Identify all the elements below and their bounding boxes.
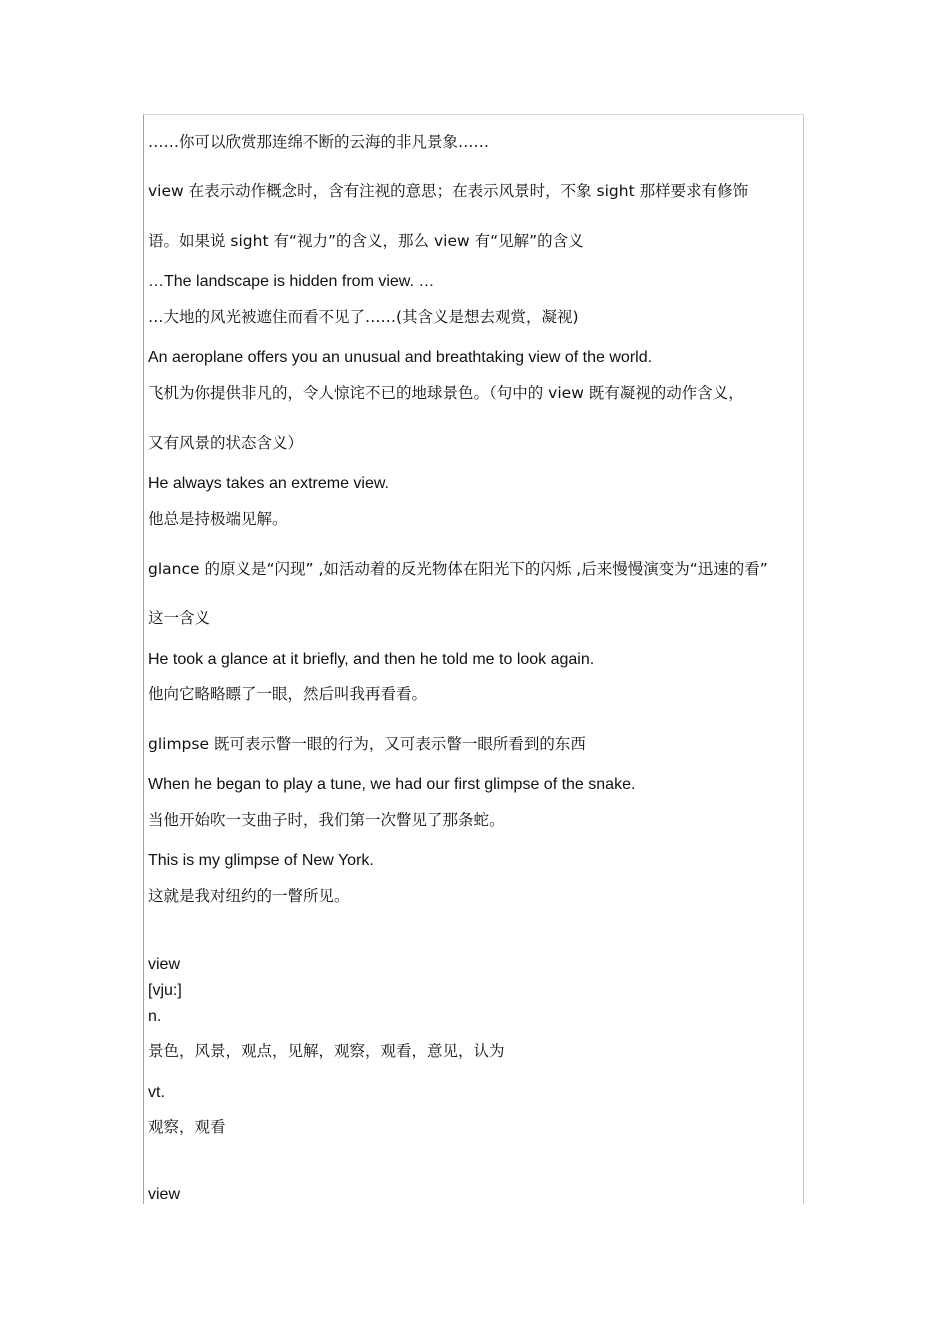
text-line: 这就是我对纽约的一瞥所见。 <box>148 887 350 905</box>
text-line: [vju:] <box>148 982 182 999</box>
text-line: 景色，风景，观点，见解，观察，观看，意见，认为 <box>148 1042 505 1060</box>
text-line: glance 的原义是“闪现” ,如活动着的反光物体在阳光下的闪烁 ,后来慢慢演变为“迅速的看” <box>148 560 768 578</box>
text-line: An aeroplane offers you an unusual and breathtaking view of the world. <box>148 349 653 366</box>
text-line: When he began to play a tune, we had our first glimpse of the snake. <box>148 776 636 793</box>
text-line: 飞机为你提供非凡的，令人惊诧不已的地球景色。（句中的 view 既有凝视的动作含义， <box>148 384 744 402</box>
text-line: 他总是持极端见解。 <box>148 510 288 528</box>
text-line: view <box>148 1186 181 1203</box>
text-line: 又有风景的状态含义） <box>148 434 304 452</box>
text-line: n. <box>148 1008 162 1025</box>
text-line: He always takes an extreme view. <box>148 475 389 492</box>
text-line: …The landscape is hidden from view. … <box>148 273 435 290</box>
text-line: 语。如果说 sight 有“视力”的含义，那么 view 有“见解”的含义 <box>148 232 584 250</box>
text-line: …大地的风光被遮住而看不见了……(其含义是想去观赏，凝视) <box>148 308 579 326</box>
text-line: view 在表示动作概念时，含有注视的意思；在表示风景时，不象 sight 那样要求有修饰 <box>148 182 749 200</box>
text-line: vt. <box>148 1084 165 1101</box>
text-line: glimpse 既可表示瞥一眼的行为，又可表示瞥一眼所看到的东西 <box>148 735 586 753</box>
text-line: He took a glance at it briefly, and then he told me to look again. <box>148 651 595 668</box>
text-line: This is my glimpse of New York. <box>148 852 374 869</box>
text-line: 他向它略略瞟了一眼，然后叫我再看看。 <box>148 685 428 703</box>
text-line: 这一含义 <box>148 609 211 627</box>
text-line: 当他开始吹一支曲子时，我们第一次瞥见了那条蛇。 <box>148 811 505 829</box>
text-line: 观察，观看 <box>148 1118 226 1136</box>
text-line: ……你可以欣赏那连绵不断的云海的非凡景象…… <box>148 133 490 151</box>
text-line: view <box>148 956 181 973</box>
